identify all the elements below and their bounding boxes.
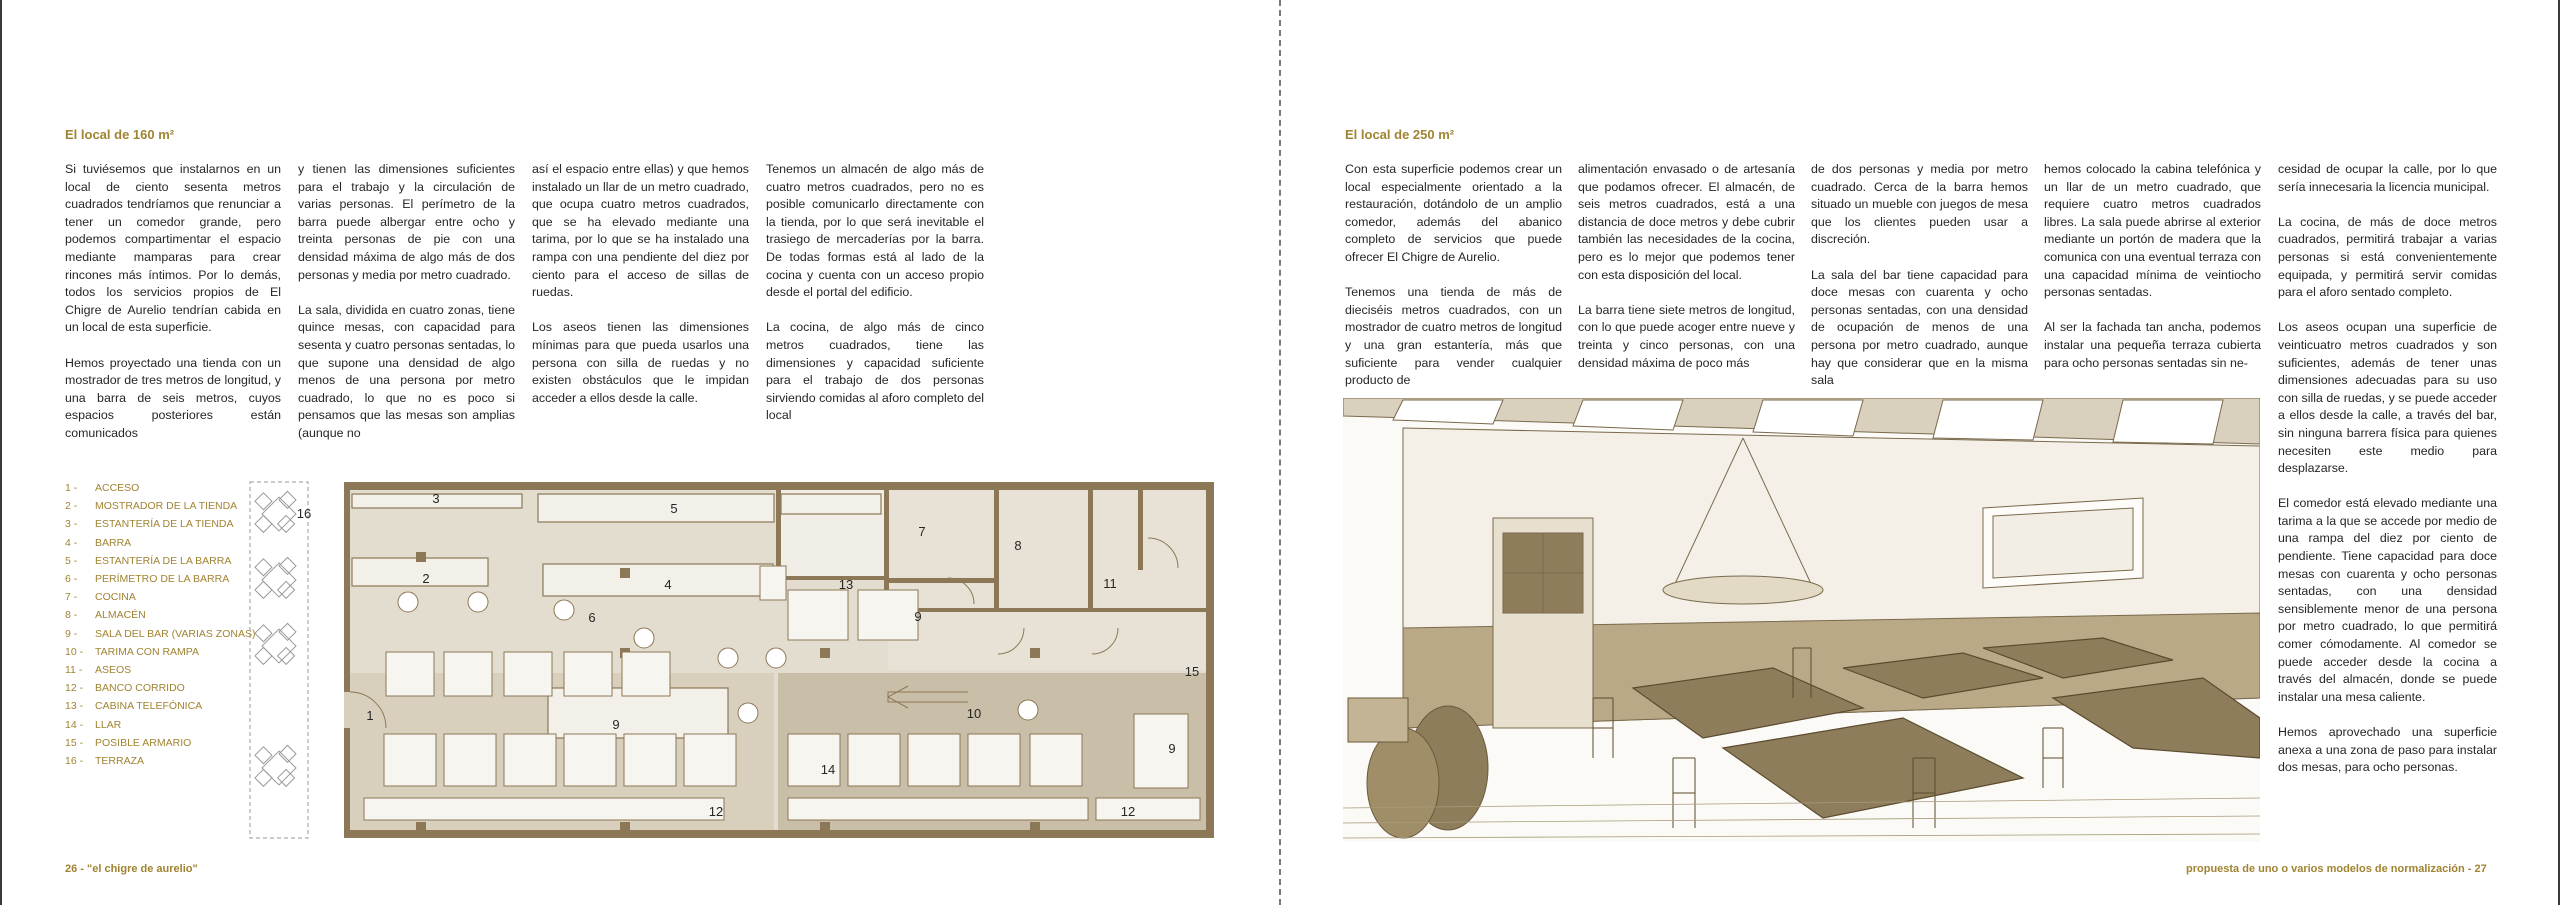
plan-label-15: 15	[1184, 664, 1200, 679]
legend-row	[65, 752, 265, 770]
legend-row	[65, 606, 265, 624]
legend-number: 14 -	[65, 718, 84, 731]
legend-label: ESTANTERÍA DE LA BARRA	[95, 554, 232, 567]
plan-label-11: 11	[1103, 576, 1117, 591]
legend-label: BANCO CORRIDO	[95, 682, 185, 695]
paragraph: Con esta superficie podemos crear un local especialmente orientado a la restauración, dotándolo de un amplio comedor, además del abanico completo de servicios que puede ofrecer El Chigre de Aurelio.	[1345, 162, 1562, 264]
paragraph: Si tuviésemos que instalarnos en un local de ciento sesenta metros cuadrados tendríamos que renunciar a tener un comedor grande, pero podemos compartimentar el espacio mediante mamparas para crear rincones más íntimos. Por lo demás, todos los servicios propios de El Chigre de Aurelio tendrían cabida en un local de esta superficie.	[65, 162, 281, 335]
legend-label: BARRA	[95, 536, 132, 549]
legend-row	[65, 515, 265, 533]
legend-row	[65, 697, 265, 715]
plan-label-6: 6	[588, 610, 596, 625]
left-text-column-1	[65, 161, 281, 443]
left-text-column-3	[532, 161, 749, 407]
legend-label: TERRAZA	[95, 754, 145, 767]
legend-row	[65, 679, 265, 697]
paragraph: Los aseos ocupan una superficie de veinticuatro metros cuadrados y son suficientes, además de tener unas dimensiones adecuadas para su uso con silla de ruedas, y se puede acceder a ellos desde la calle, a través del bar, sin ninguna barrera física para quienes necesiten este medio para desplazarse.	[2278, 320, 2497, 476]
right-section-title: El local de 250 m²	[1345, 127, 1455, 142]
door	[1493, 518, 1593, 728]
page-edge-left	[0, 0, 2, 905]
plan-label-10: 10	[966, 706, 982, 721]
legend-row	[65, 643, 265, 661]
legend-label: SALA DEL BAR (VARIAS ZONAS)	[95, 627, 256, 640]
left-text-column-4	[766, 161, 984, 425]
plan-label-9c: 9	[1168, 741, 1176, 756]
right-text-column-1	[1345, 161, 1562, 390]
legend-number: 9 -	[65, 627, 78, 640]
paragraph: La cocina, de algo más de cinco metros cuadrados, tiene las dimensiones y capacidad suficiente para el trabajo de dos personas sirviendo comidas al aforo completo del local	[766, 320, 984, 423]
legend-number: 4 -	[65, 536, 78, 549]
paragraph: Al ser la fachada tan ancha, podemos instalar una pequeña terraza cubierta para ocho personas sentadas sin ne-	[2044, 320, 2261, 370]
plan-label-7: 7	[918, 524, 926, 539]
legend-label: LLAR	[95, 718, 122, 731]
legend-number: 8 -	[65, 609, 78, 622]
plan-label-8: 8	[1014, 538, 1022, 553]
paragraph: La cocina, de más de doce metros cuadrados, permitirá trabajar a varias personas si está convenientemente equipada, y permitirá servir comidas para el aforo sentado completo.	[2278, 214, 2497, 300]
left-text-column-2	[298, 161, 515, 443]
legend-number: 6 -	[65, 573, 78, 586]
right-page-footer: propuesta de uno o varios modelos de normalización - 27	[2186, 863, 2487, 875]
legend-label: ACCESO	[95, 482, 140, 495]
legend-label: COCINA	[95, 591, 136, 604]
legend-number: 10 -	[65, 645, 84, 658]
legend-label: POSIBLE ARMARIO	[95, 736, 192, 749]
plan-label-12b: 12	[1120, 804, 1136, 819]
interior-rendering	[1343, 398, 2260, 842]
legend-label: ESTANTERÍA DE LA TIENDA	[95, 518, 234, 531]
paragraph: Tenemos una tienda de más de dieciséis metros cuadrados, con un mostrador de cuatro metros de longitud y una gran estantería, más que suficiente para vender cualquier producto de	[1345, 285, 1562, 388]
legend-row	[65, 588, 265, 606]
paragraph: alimentación envasado o de artesanía que podamos ofrecer. El almacén, de seis metros cuadrados, está a una distancia de doce metros y debe cubrir también las necesidades de la cocina, pero es lo mejor que podemos tener con esta disposición del local.	[1578, 162, 1795, 282]
paragraph: Los aseos tienen las dimensiones mínimas para que pueda usarlos una persona con silla de ruedas y no existen obstáculos que le impidan acceder a ellos desde la calle.	[532, 320, 749, 405]
paragraph: La barra tiene siete metros de longitud, con lo que puede acoger entre nueve y treinta y cinco personas, con una densidad máxima de poco más	[1578, 302, 1795, 370]
spread-fold-divider	[1279, 0, 1281, 905]
floorplan-160m2	[248, 478, 1218, 842]
legend-label: TARIMA CON RAMPA	[95, 645, 200, 658]
plan-label-3: 3	[432, 491, 440, 506]
plan-label-14: 14	[820, 762, 836, 777]
legend-label: CABINA TELEFÓNICA	[95, 700, 203, 713]
plan-label-4: 4	[664, 577, 672, 592]
legend-row	[65, 661, 265, 679]
paragraph: Tenemos un almacén de algo más de cuatro metros cuadrados, pero no es posible comunicarlo directamente con la tienda, por lo que será inevitable el trasiego de mercaderías por la barra. De todas formas está al lado de la cocina y cuenta con un acceso propio desde el portal del edificio.	[766, 162, 984, 300]
legend-number: 5 -	[65, 554, 78, 567]
wall-picture	[1983, 498, 2143, 588]
legend-number: 13 -	[65, 700, 84, 713]
right-text-column-2	[1578, 161, 1795, 372]
legend-label: MOSTRADOR DE LA TIENDA	[95, 500, 238, 513]
plan-label-2: 2	[422, 571, 430, 586]
left-page-footer: 26 - "el chigre de aurelio"	[65, 863, 198, 875]
legend-label: PERÍMETRO DE LA BARRA	[95, 573, 230, 586]
paragraph: La sala del bar tiene capacidad para doce mesas con cuarenta y ocho personas sentadas, con una densidad de ocupación de menos de una persona por metro cuadrado, aunque hay que considerar que en la misma sala	[1811, 267, 2028, 388]
legend-row	[65, 625, 265, 643]
legend-row	[65, 715, 265, 733]
plan-label-9a: 9	[914, 609, 922, 624]
left-section-title: El local de 160 m²	[65, 127, 175, 142]
legend-label: ASEOS	[95, 663, 132, 676]
legend-number: 7 -	[65, 591, 78, 604]
legend-row	[65, 734, 265, 752]
legend-number: 3 -	[65, 518, 78, 531]
paragraph: y tienen las dimensiones suficientes para el trabajo y la circulación de varias personas. El perímetro de la barra puede albergar entre ocho y treinta personas de pie con una densidad máxima de algo más de dos personas y media por metro cuadrado.	[298, 162, 515, 282]
right-text-column-3	[1811, 161, 2028, 390]
plan-label-9b: 9	[612, 717, 620, 732]
legend-row	[65, 552, 265, 570]
floorplan-legend	[65, 479, 265, 770]
plan-label-12a: 12	[708, 804, 724, 819]
paragraph: La sala, dividida en cuatro zonas, tiene quince mesas, con capacidad para sesenta y cuatro personas sentadas, lo que supone una densidad de algo menos de una persona por metro cuadrado, lo que no es poco si pensamos que las mesas son amplias (aunque no	[298, 302, 515, 440]
plan-label-16: 16	[296, 506, 312, 521]
right-text-column-4	[2044, 161, 2261, 372]
plan-label-1: 1	[366, 708, 374, 723]
right-text-column-5	[2278, 161, 2497, 777]
legend-number: 2 -	[65, 500, 78, 513]
paragraph: El comedor está elevado mediante una tarima a la que se accede por medio de una rampa del diez por ciento de pendiente. Tiene capacidad para doce mesas con cuarenta y ocho personas sentadas, con una densidad sensiblemente menor de una persona por metro cuadrado, lo que permitirá comer cómodamente. Al comedor se puede acceder desde la cocina a través del almacén, donde se puede instalar una mesa caliente.	[2278, 496, 2497, 704]
paragraph: hemos colocado la cabina telefónica y un llar de un metro cuadrado, que requiere cuatro metros cuadrados libres. La sala puede abrirse al exterior mediante un portón de madera que la comunica con una eventual terraza con una capacidad mínima de veintiocho personas sentadas.	[2044, 162, 2261, 300]
paragraph: de dos personas y media por metro cuadrado. Cerca de la barra hemos situado un mueble con juegos de mesa que los clientes pueden usar a discreción.	[1811, 162, 2028, 247]
legend-number: 1 -	[65, 482, 78, 495]
plan-label-13: 13	[838, 577, 854, 592]
legend-number: 16 -	[65, 754, 84, 767]
paragraph: Hemos proyectado una tienda con un mostrador de tres metros de longitud, y una barra de seis metros, cuyos espacios posteriores están comunicados	[65, 355, 281, 440]
legend-number: 11 -	[65, 663, 83, 676]
legend-row	[65, 534, 265, 552]
legend-number: 15 -	[65, 736, 84, 749]
legend-row	[65, 570, 265, 588]
legend-number: 12 -	[65, 682, 84, 695]
paragraph: Hemos aprovechado una superficie anexa a una zona de paso para instalar dos mesas, para ocho personas.	[2278, 725, 2497, 775]
plan-label-5: 5	[670, 501, 678, 516]
legend-row	[65, 497, 265, 515]
legend-row	[65, 479, 265, 497]
paragraph: así el espacio entre ellas) y que hemos instalado un llar de un metro cuadrado, que ocupa cuatro metros cuadrados, que se ha elevado mediante una tarima, por lo que se ha instalado una rampa con una pendiente del diez por ciento para el acceso de sillas de ruedas.	[532, 162, 749, 300]
paragraph: cesidad de ocupar la calle, por lo que sería innecesaria la licencia municipal.	[2278, 162, 2497, 194]
legend-label: ALMACÉN	[95, 609, 146, 622]
